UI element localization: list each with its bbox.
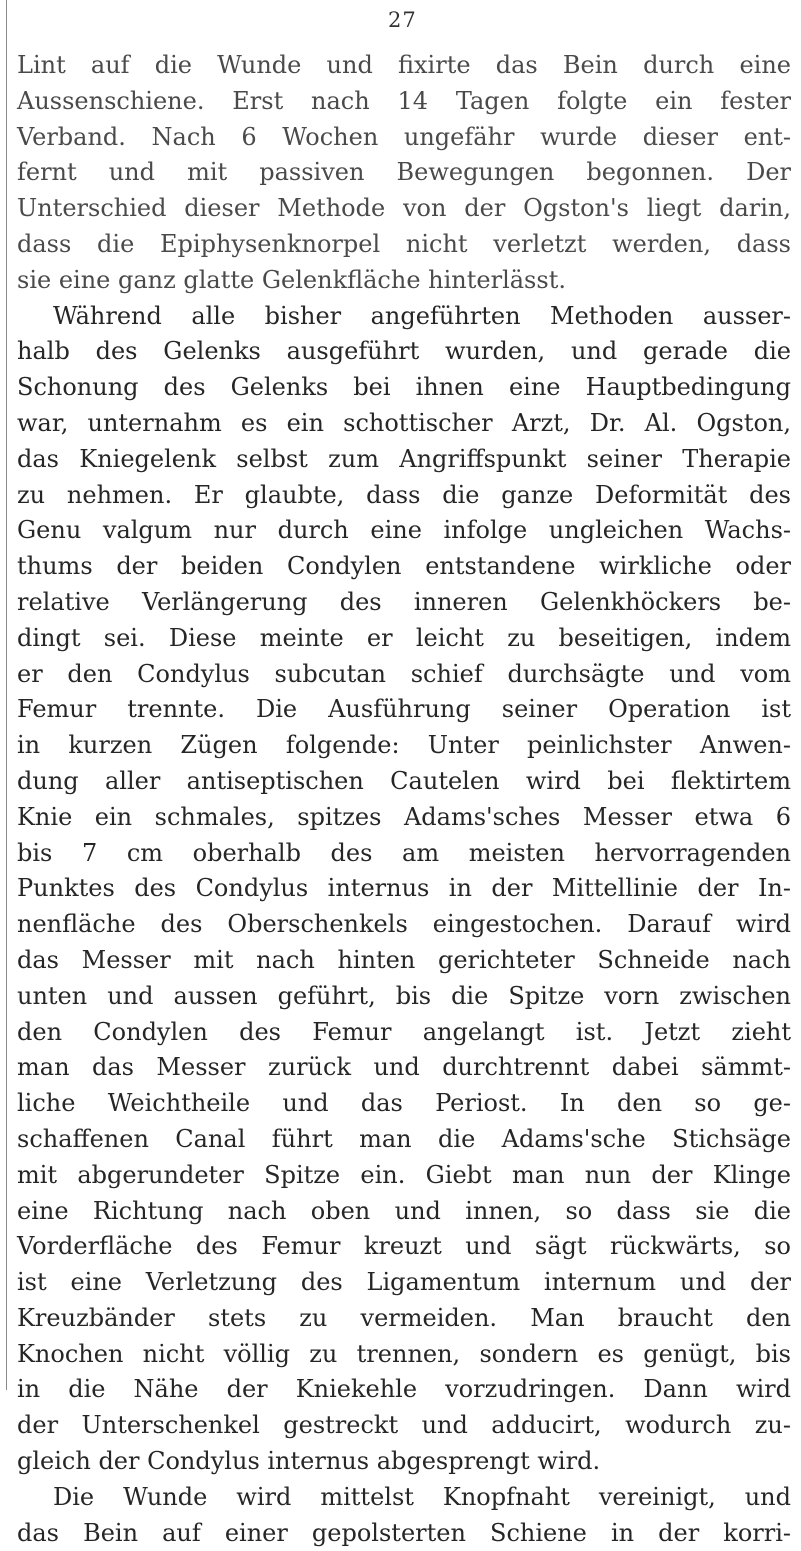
text-line: gleich der Condylus internus abgesprengt wird.: [17, 1447, 601, 1476]
page-edge-line: [6, 0, 7, 1390]
text-line: in kurzen Zügen folgende: Unter peinlichster Anwen-: [17, 731, 791, 760]
text-line: schaffenen Canal führt man die Adams'sche Stichsäge: [17, 1124, 791, 1153]
text-line: mit abgerundeter Spitze ein. Giebt man nun der Klinge: [17, 1160, 791, 1189]
text-line: Punktes des Condylus internus in der Mittellinie der In-: [17, 874, 791, 903]
text-line: Vorderfläche des Femur kreuzt und sägt rückwärts, so: [17, 1232, 791, 1261]
text-line: unten und aussen geführt, bis die Spitze vorn zwischen: [17, 981, 791, 1010]
text-line: halb des Gelenks ausgeführt wurden, und gerade die: [17, 337, 791, 366]
text-line: den Condylen des Femur angelangt ist. Jetzt zieht: [17, 1017, 791, 1046]
text-line: Verband. Nach 6 Wochen ungefähr wurde dieser ent-: [17, 122, 791, 151]
text-line: thums der beiden Condylen entstandene wirkliche oder: [17, 552, 791, 581]
text-line: nenfläche des Oberschenkels eingestochen. Darauf wird: [17, 910, 791, 939]
text-line: in die Nähe der Kniekehle vorzudringen. Dann wird: [17, 1375, 791, 1404]
text-line: Unterschied dieser Methode von der Ogston's liegt darin,: [17, 194, 791, 223]
text-line: Während alle bisher angeführten Methoden ausser-: [53, 301, 791, 330]
text-line: fernt und mit passiven Bewegungen begonnen. Der: [17, 158, 791, 187]
text-line: Genu valgum nur durch eine infolge ungleichen Wachs-: [17, 516, 791, 545]
text-line: dass die Epiphysenknorpel nicht verletzt werden, dass: [17, 229, 791, 258]
text-line: man das Messer zurück und durchtrennt dabei sämmt-: [17, 1053, 791, 1082]
text-line: Schonung des Gelenks bei ihnen eine Hauptbedingung: [17, 373, 791, 402]
text-line: Femur trennte. Die Ausführung seiner Operation ist: [17, 695, 791, 724]
text-line: der Unterschenkel gestreckt und adducirt, wodurch zu-: [17, 1411, 791, 1440]
text-line: Knochen nicht völlig zu trennen, sondern es genügt, bis: [17, 1339, 791, 1368]
text-line: das Kniegelenk selbst zum Angriffspunkt seiner Therapie: [17, 444, 791, 473]
text-line: zu nehmen. Er glaubte, dass die ganze Deformität des: [17, 480, 791, 509]
text-line: Knie ein schmales, spitzes Adams'sches Messer etwa 6: [17, 802, 791, 831]
text-line: Aussenschiene. Erst nach 14 Tagen folgte ein fester: [17, 86, 791, 115]
text-line: Die Wunde wird mittelst Knopfnaht vereinigt, und: [53, 1482, 791, 1511]
text-line: das Bein auf einer gepolsterten Schiene in der korri-: [17, 1518, 791, 1547]
text-line: sie eine ganz glatte Gelenkfläche hinterlässt.: [17, 265, 566, 294]
text-line: ist eine Verletzung des Ligamentum internum und der: [17, 1268, 791, 1297]
body-text: [17, 48, 791, 1551]
page-number: 27: [388, 8, 417, 32]
text-line: eine Richtung nach oben und innen, so dass sie die: [17, 1196, 791, 1225]
text-line: Kreuzbänder stets zu vermeiden. Man braucht den: [17, 1303, 791, 1332]
text-line: bis 7 cm oberhalb des am meisten hervorragenden: [17, 838, 791, 867]
text-line: er den Condylus subcutan schief durchsägte und vom: [17, 659, 791, 688]
text-line: war, unternahm es ein schottischer Arzt, Dr. Al. Ogston,: [17, 408, 791, 437]
text-line: relative Verlängerung des inneren Gelenkhöckers be-: [17, 587, 791, 616]
text-line: dingt sei. Diese meinte er leicht zu beseitigen, indem: [17, 623, 791, 652]
text-line: das Messer mit nach hinten gerichteter Schneide nach: [17, 945, 791, 974]
text-line: Lint auf die Wunde und fixirte das Bein durch eine: [17, 51, 791, 79]
text-line: liche Weichtheile und das Periost. In den so ge-: [17, 1089, 791, 1118]
text-line: dung aller antiseptischen Cautelen wird bei flektirtem: [17, 766, 791, 795]
